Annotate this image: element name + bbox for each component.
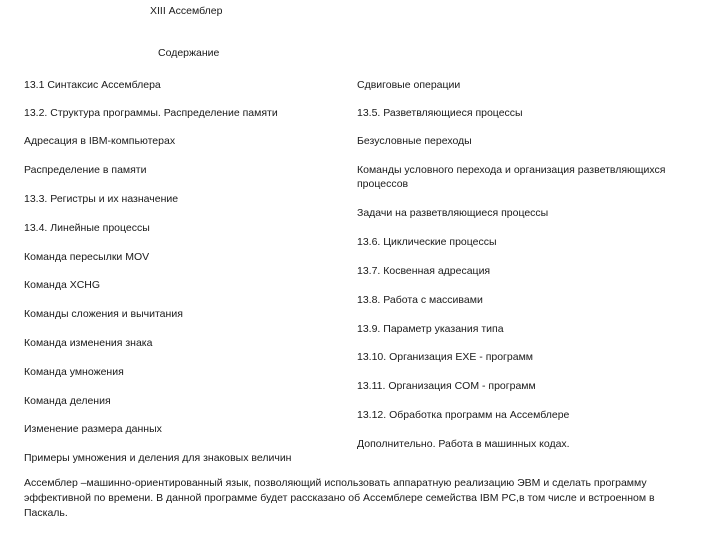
contents-heading: Содержание: [158, 47, 220, 59]
toc-item: 13.4. Линейные процессы: [24, 222, 150, 234]
toc-item: Адресация в IBM-компьютерах: [24, 135, 176, 147]
toc-item: Задачи на разветвляющиеся процессы: [357, 207, 549, 219]
toc-item: 13.10. Организация EXE - программ: [357, 351, 534, 363]
toc-item: 13.8. Работа с массивами: [357, 294, 483, 306]
toc-item: 13.2. Структура программы. Распределение памяти: [24, 107, 278, 119]
toc-item: 13.1 Синтаксис Ассемблера: [24, 79, 161, 91]
document-title: XIII Ассемблер: [150, 5, 223, 17]
toc-item: Команда деления: [24, 395, 111, 407]
toc-item: Распределение в памяти: [24, 164, 147, 176]
toc-item: 13.6. Циклические процессы: [357, 236, 497, 248]
toc-item: Изменение размера данных: [24, 423, 162, 435]
toc-item: Команда умножения: [24, 366, 124, 378]
toc-item: 13.11. Организация COM - программ: [357, 380, 536, 392]
intro-paragraph: Ассемблер –машинно-ориентированный язык, позволяющий использовать аппаратную реализацию ЭВМ и сделать программу эффективной по времени. В данной программе будет рассказано об Ассемблере семейства IBM PC,в том числе и встроенном в Паскаль.: [24, 477, 655, 519]
toc-item: 13.5. Разветвляющиеся процессы: [357, 107, 523, 119]
toc-item: Команды сложения и вычитания: [24, 308, 183, 320]
toc-item: 13.3. Регистры и их назначение: [24, 193, 179, 205]
toc-item: Команда изменения знака: [24, 337, 153, 349]
toc-item: Примеры умножения и деления для знаковых величин: [24, 452, 292, 464]
toc-item: 13.9. Параметр указания типа: [357, 323, 504, 335]
toc-item: 13.7. Косвенная адресация: [357, 265, 491, 277]
toc-item: Команда пересылки MOV: [24, 251, 150, 263]
toc-item: Дополнительно. Работа в машинных кодах.: [357, 438, 570, 450]
toc-item: 13.12. Обработка программ на Ассемблере: [357, 409, 570, 421]
toc-item: Безусловные переходы: [357, 135, 472, 147]
toc-item: Команды условного перехода и организация разветвляющихся процессов: [357, 164, 666, 190]
toc-item: Сдвиговые операции: [357, 79, 461, 91]
toc-item: Команда XCHG: [24, 279, 101, 291]
